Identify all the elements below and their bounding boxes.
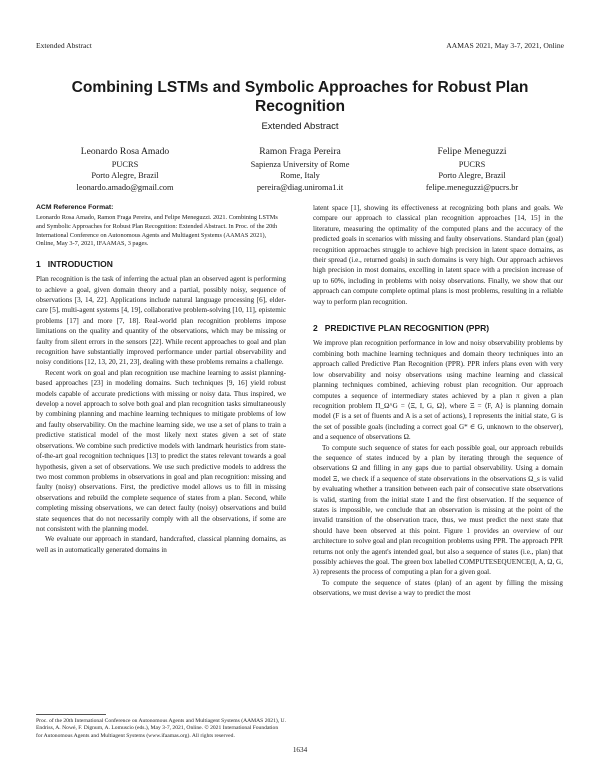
author-block-3 — [387, 146, 557, 193]
running-header-right: AAMAS 2021, May 3-7, 2021, Online — [446, 41, 564, 50]
author-location: Porto Alegre, Brazil — [91, 171, 159, 180]
ppr-paragraph-3: To compute the sequence of states (plan) of an agent by filling the missing observations, we must devise a way to predict the most — [313, 578, 563, 598]
intro-paragraph-2: Recent work on goal and plan recognition use machine learning to assist planning-based approaches [23] in modeling domains. Such techniques [9, 16] yield robust models capable of accurate predictions with missing or noisy data. Thus inspired, we develop a novel approach to solve both goal and plan recognition tasks simultaneously by combining planning and machine learning techniques to mitigate problems of low and faulty observability. On the machine learning side, we use a set of plans to train a predictive statistical model of the most likely next states given a set of state observations. We combine such predictive models with landmark heuristics from state-of-the-art goal recognition techniques [13] to predict the states relevant towards a goal hypothesis, given a set of observations. We use such predictive models to address the two most common problems in observations in goal and plan recognition: missing and faulty (noisy) observations. First, the predictive model allows us to fill in missing observations and rebuild the complete sequence of states from a plan. Second, while completing missing observations, we can detect faulty (noisy) observations and build state sequences that do not necessarily comply with all the observations, if some are not consistent with the planning model. — [36, 368, 286, 533]
ppr-paragraph-1: We improve plan recognition performance in low and noisy observability problems by combining both machine learning techniques and domain theory techniques into an approach called Predictive Plan Recognition (PPR). PPR infers plans even with very low observability and noisy observations using machine learning and classical planning techniques combined, achieving robust plan recognition. Our approach computes a sequence of intermediary states achieved by a plan π given a plan recognition problem Π_Ω^G = ⟨Ξ, I, G, Ω⟩, where Ξ = ⟨F, A⟩ is planning domain model (F is a set of fluents and A is a set of actions), I represents the initial state, G is the set of possible goals (including a correct goal G* ∈ G, unknown to the observer), and a sequence of observations Ω. — [313, 339, 563, 442]
footnote: Proc. of the 20th International Conference on Autonomous Agents and Multiagent Systems (AAMAS 2021), U. Endriss, A. Nowé, F. Dignum, A. Lomuscio (eds.), May 3-7, 2021, Online. © 2021 International Foundation for Autonomous Agents and Multiagent Systems (www.ifaamas.org). All rights reserved. — [36, 718, 286, 739]
left-column — [36, 203, 286, 555]
section-number: 2 — [313, 323, 318, 334]
page-number: 1634 — [292, 746, 308, 754]
author-name: Leonardo Rosa Amado — [80, 146, 170, 157]
right-column — [313, 203, 563, 599]
author-email: felipe.meneguzzi@pucrs.br — [425, 182, 519, 192]
section-heading-introduction — [36, 259, 286, 269]
author-name: Ramon Fraga Pereira — [259, 146, 341, 157]
reference-format-text: Leonardo Rosa Amado, Ramon Fraga Pereira, and Felipe Meneguzzi. 2021. Combining LSTMs and Symbolic Approaches for Robust Plan Recognition: Extended Abstract. In Proc. of the 20th International Conference on Autonomous Agents and Multiagent Systems (AAMAS 2021), Online, May 3-7, 2021, IFAAMAS, 3 pages. — [36, 214, 278, 248]
author-location: Porto Alegre, Brazil — [438, 171, 506, 180]
intro-paragraph-3: We evaluate our approach in standard, handcrafted, classical planning domains, as well as in automatically generated domains in — [36, 535, 286, 554]
intro-continuation: latent space [1], showing its effectiveness at recognizing both plans and goals. We compare our approach to classical plan recognition approaches [14, 15] in the literature, measuring the optimality of the computed plans and the accuracy of the predicted goals in scenarios with missing and faulty observations. Standard plan (goal) recognition approaches struggle to achieve high precision in latent space domains, as their spread (i.e., returned goals) in such domains is very high. Our approach achieves high precision in most domains, excelling in latent space with a precision increase of up to 60%, including in problems with noisy observations. Finally, we show that our approach can compute complete optimal plans is most problems, resulting in a reliable way to perform plan recognition. — [313, 204, 563, 306]
author-block-1 — [40, 146, 210, 193]
author-email: pereira@diag.uniroma1.it — [256, 182, 344, 192]
paper-subtitle: Extended Abstract — [261, 121, 339, 132]
author-email: leonardo.amado@gmail.com — [76, 182, 174, 192]
reference-format-heading: ACM Reference Format: — [36, 204, 114, 211]
section-title: PREDICTIVE PLAN RECOGNITION (PPR) — [324, 323, 490, 334]
section-heading-ppr — [313, 323, 563, 333]
intro-paragraph-1: Plan recognition is the task of inferring the actual plan an observed agent is performing to achieve a goal, given domain theory and a partial, possibly noisy, sequence of observations [3, 14, 22]. Applications include natural language processing [6], elder-care [5], multi-agent systems [4, 19], collaborative problem-solving [10, 11], epistemic problems [17] and more [7, 18]. Real-world plan recognition problems impose limitations on the quality and quantity of the observations, which may be missing or faulty from silent errors in the sensors [22]. While recent approaches to goal and plan recognition have substantially improved performance under partial observability and noisy conditions [12, 13, 20, 21, 23], dealing with these problems remains a challenge. — [36, 275, 286, 367]
section-number: 1 — [36, 258, 41, 269]
paper-title: Combining LSTMs and Symbolic Approaches for Robust Plan Recognition — [71, 79, 529, 115]
section-title: INTRODUCTION — [47, 258, 113, 269]
running-header-left: Extended Abstract — [36, 41, 92, 50]
author-affiliation: Sapienza University of Rome — [250, 159, 350, 169]
author-affiliation: PUCRS — [111, 159, 139, 169]
ppr-paragraph-2: To compute such sequence of states for each possible goal, our approach rebuilds the sequence of states induced by a plan by iterating through the sequence of observations Ω and filling in any gaps due to partial observability. Using a domain model Ξ, we check if a sequence of state observations in the observations Ω_s is valid by evaluating whether a transition between each pair of consecutive state observations is valid, starting from the initial state I and the first observation. If the sequence of states is impossible, we conclude that an observation is missing at the point of the invalid transition of the observation trace, thus, we must predict the next state that should have been observed at this point. Figure 1 provides an overview of our architecture to solve goal and plan recognition problems using PPR. The approach PPR returns not only the agent's intended goal, but also a sequence of states (i.e., plan) that possibly achieves the goal. The green box labelled COMPUTESEQUENCE(I, A, Ω, G, λ) represents the process of computing a plan for a given goal. — [313, 443, 563, 577]
author-location: Rome, Italy — [280, 171, 320, 180]
author-affiliation: PUCRS — [458, 159, 486, 169]
footnote-rule — [36, 714, 106, 715]
author-block-2 — [215, 146, 385, 193]
author-name: Felipe Meneguzzi — [437, 146, 507, 157]
